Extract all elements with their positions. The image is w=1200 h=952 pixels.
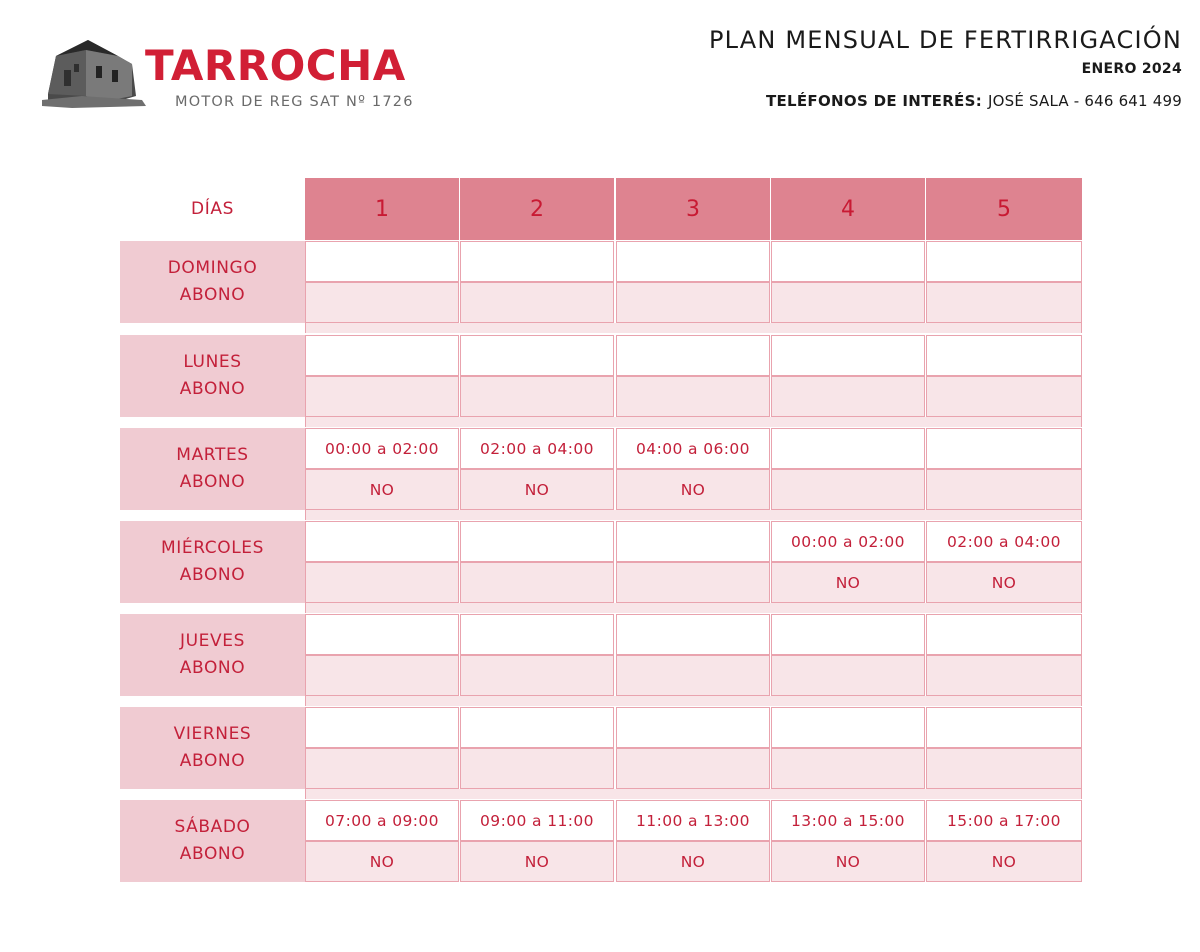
time-cell [926, 614, 1082, 655]
time-cell [926, 707, 1082, 748]
time-cell: 02:00 a 04:00 [460, 428, 614, 469]
day-label-2 [120, 428, 305, 510]
time-cell [616, 707, 770, 748]
day-label-3 [120, 521, 305, 603]
abono-cell [926, 282, 1082, 323]
time-cell [305, 335, 459, 376]
row-separator [305, 789, 1082, 799]
day-label-5 [120, 707, 305, 789]
abono-cell [616, 376, 770, 417]
day-sublabel: ABONO [179, 472, 246, 492]
time-cell [305, 521, 459, 562]
abono-cell: NO [616, 469, 770, 510]
company-logo [42, 36, 412, 116]
day-name: VIERNES [173, 724, 252, 744]
abono-cell [460, 748, 614, 789]
abono-cell [926, 748, 1082, 789]
abono-cell [616, 655, 770, 696]
row-separator [305, 696, 1082, 706]
contact-phones [766, 92, 1182, 110]
time-cell: 09:00 a 11:00 [460, 800, 614, 841]
time-cell [616, 614, 770, 655]
brand-subtitle: MOTOR DE REG SAT Nº 1726 [175, 94, 414, 110]
day-name: SÁBADO [174, 817, 251, 837]
abono-cell [305, 562, 459, 603]
day-sublabel: ABONO [179, 379, 246, 399]
time-cell [460, 521, 614, 562]
time-cell [305, 241, 459, 282]
phones-label: TELÉFONOS DE INTERÉS: [765, 92, 982, 110]
time-cell [460, 614, 614, 655]
abono-cell [305, 655, 459, 696]
time-cell [616, 335, 770, 376]
plan-month: ENERO 2024 [1081, 61, 1182, 77]
abono-cell: NO [305, 469, 459, 510]
abono-cell: NO [616, 841, 770, 882]
abono-cell: NO [926, 562, 1082, 603]
time-cell: 11:00 a 13:00 [616, 800, 770, 841]
abono-cell: NO [460, 841, 614, 882]
time-cell: 04:00 a 06:00 [616, 428, 770, 469]
time-cell [616, 521, 770, 562]
day-label-1 [120, 335, 305, 417]
brand-name: TARROCHA [145, 41, 406, 90]
day-label-4 [120, 614, 305, 696]
abono-cell [616, 282, 770, 323]
day-sublabel: ABONO [179, 751, 246, 771]
farmhouse-logo-icon [42, 36, 150, 108]
row-separator [305, 417, 1082, 427]
time-cell: 07:00 a 09:00 [305, 800, 459, 841]
day-sublabel: ABONO [179, 285, 246, 305]
abono-cell [460, 376, 614, 417]
abono-cell [926, 376, 1082, 417]
abono-cell [460, 655, 614, 696]
day-name: JUEVES [180, 631, 245, 651]
abono-cell: NO [460, 469, 614, 510]
abono-cell: NO [771, 841, 925, 882]
day-sublabel: ABONO [179, 658, 246, 678]
time-cell: 00:00 a 02:00 [305, 428, 459, 469]
time-cell: 13:00 a 15:00 [771, 800, 925, 841]
abono-cell [771, 282, 925, 323]
day-label-6 [120, 800, 305, 882]
column-header-4: 4 [771, 178, 925, 240]
time-cell [460, 335, 614, 376]
time-cell [305, 614, 459, 655]
abono-cell [926, 655, 1082, 696]
abono-cell [460, 562, 614, 603]
abono-cell [460, 282, 614, 323]
time-cell [771, 707, 925, 748]
row-separator [305, 323, 1082, 333]
phones-value: JOSÉ SALA - 646 641 499 [988, 92, 1182, 110]
abono-cell: NO [926, 841, 1082, 882]
column-header-3: 3 [616, 178, 770, 240]
time-cell [926, 335, 1082, 376]
abono-cell [771, 469, 925, 510]
abono-cell [305, 748, 459, 789]
abono-cell [771, 376, 925, 417]
abono-cell [305, 376, 459, 417]
column-header-5: 5 [926, 178, 1082, 240]
abono-cell: NO [771, 562, 925, 603]
row-separator [305, 510, 1082, 520]
time-cell [926, 428, 1082, 469]
day-label-0 [120, 241, 305, 323]
time-cell [771, 428, 925, 469]
time-cell: 15:00 a 17:00 [926, 800, 1082, 841]
time-cell [616, 241, 770, 282]
day-name: MARTES [176, 445, 249, 465]
time-cell [771, 614, 925, 655]
abono-cell: NO [305, 841, 459, 882]
day-sublabel: ABONO [179, 844, 246, 864]
day-name: DOMINGO [167, 258, 258, 278]
page-title: PLAN MENSUAL DE FERTIRRIGACIÓN [708, 26, 1182, 54]
abono-cell [771, 748, 925, 789]
time-cell [460, 241, 614, 282]
abono-cell [305, 282, 459, 323]
time-cell [771, 241, 925, 282]
time-cell: 00:00 a 02:00 [771, 521, 925, 562]
column-header-2: 2 [460, 178, 614, 240]
time-cell [305, 707, 459, 748]
day-sublabel: ABONO [179, 565, 246, 585]
abono-cell [616, 748, 770, 789]
time-cell [460, 707, 614, 748]
time-cell [926, 241, 1082, 282]
row-separator [305, 603, 1082, 613]
abono-cell [616, 562, 770, 603]
column-header-1: 1 [305, 178, 459, 240]
days-column-header: DÍAS [191, 199, 234, 219]
abono-cell [771, 655, 925, 696]
day-name: LUNES [183, 352, 242, 372]
time-cell [771, 335, 925, 376]
abono-cell [926, 469, 1082, 510]
time-cell: 02:00 a 04:00 [926, 521, 1082, 562]
day-name: MIÉRCOLES [160, 538, 265, 558]
